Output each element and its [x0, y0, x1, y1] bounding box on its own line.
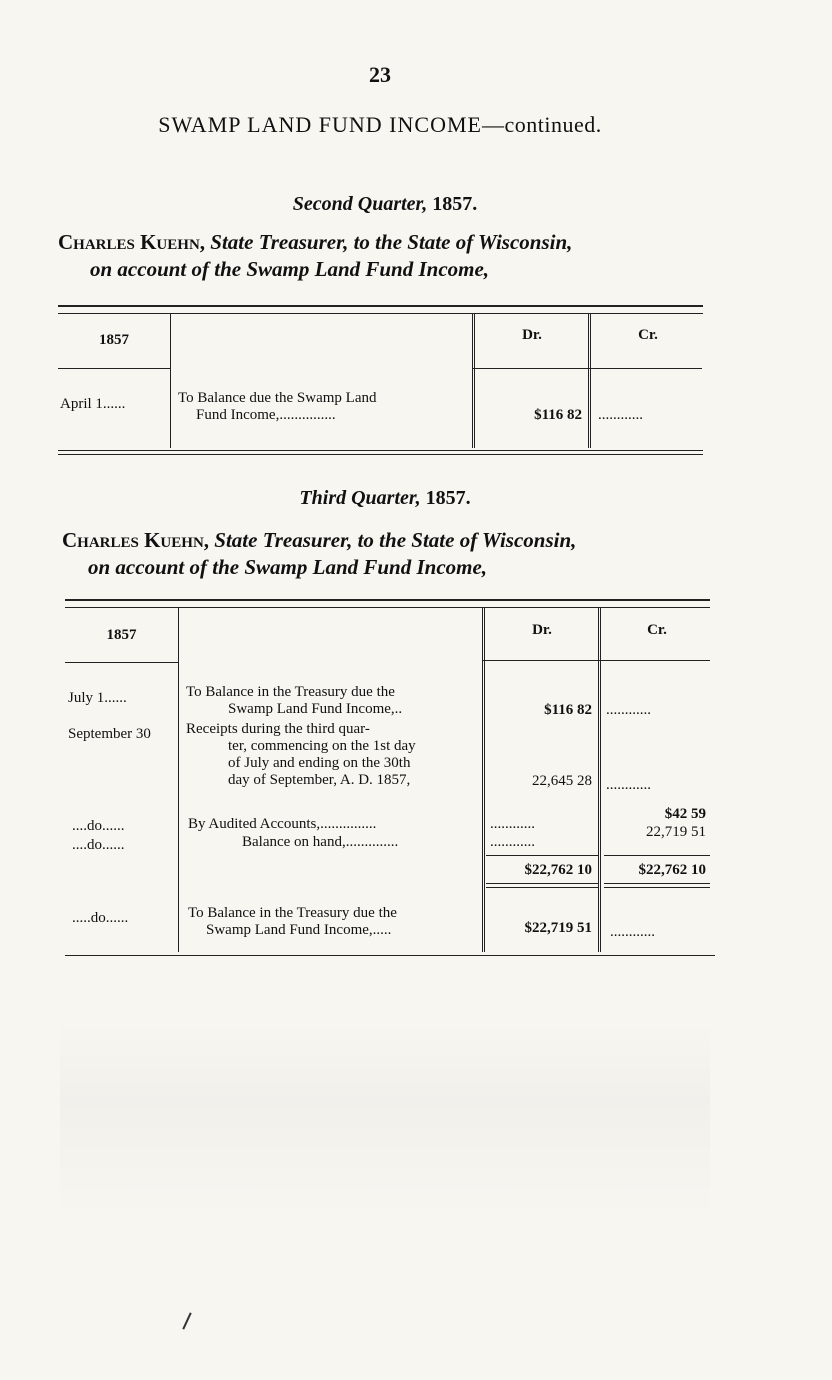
rule	[65, 662, 178, 663]
rule	[604, 855, 710, 856]
row-cr-amount: ............	[598, 407, 643, 423]
account-line-1: State Treasurer, to the State of Wisconsin,	[214, 528, 577, 552]
rule	[472, 368, 702, 369]
row-dr-amount: 22,645 28	[532, 773, 592, 789]
closing-dr-amount: $22,719 51	[524, 920, 592, 936]
rule	[58, 368, 170, 369]
column-header-cr: Cr.	[647, 622, 667, 638]
third-quarter-heading: Third Quarter, 1857.	[299, 487, 471, 509]
second-quarter-heading: Second Quarter, 1857.	[292, 193, 478, 215]
row-description: Balance on hand,..............	[242, 834, 399, 850]
column-divider	[170, 313, 171, 448]
row-date: ....do......	[72, 837, 125, 853]
rule	[486, 887, 598, 888]
rule	[58, 454, 703, 455]
rule	[604, 887, 710, 888]
page-title	[0, 112, 760, 138]
row-cr-amount: ............	[606, 702, 651, 718]
account-name: Charles Kuehn,	[58, 230, 206, 254]
bleed-through-mark	[60, 1020, 710, 1220]
column-header-year: 1857	[106, 627, 137, 643]
rule	[604, 883, 710, 884]
row-date: April 1......	[60, 396, 126, 412]
rule	[65, 955, 715, 956]
row-description: To Balance due the Swamp Land Fund Income,...............	[178, 390, 377, 423]
rule	[65, 607, 710, 608]
account-name: Charles Kuehn,	[62, 528, 210, 552]
row-description: Receipts during the third quar- ter, commencing on the 1st day of July and ending on the 30th day of September, A. D. 1857,	[186, 721, 416, 788]
row-date: ....do......	[72, 818, 125, 834]
title-main: SWAMP LAND FUND INCOME	[158, 112, 482, 137]
column-divider	[598, 607, 601, 952]
third-quarter-account	[62, 528, 576, 580]
rule	[482, 660, 710, 661]
row-description: To Balance in the Treasury due the Swamp Land Fund Income,.....	[188, 905, 397, 938]
rule	[486, 883, 598, 884]
rule	[58, 305, 703, 307]
second-quarter-account	[58, 230, 572, 282]
column-header-dr: Dr.	[522, 327, 542, 343]
title-suffix: —continued.	[481, 112, 602, 137]
rule	[58, 313, 703, 314]
row-dr-amount: $116 82	[544, 702, 592, 718]
column-divider	[482, 607, 485, 952]
column-header-cr: Cr.	[638, 327, 658, 343]
row-cr-amount: ............	[606, 777, 651, 793]
row-dr-amount: $116 82	[534, 407, 582, 423]
column-header-dr: Dr.	[532, 622, 552, 638]
row-dr-amount: ............	[490, 834, 535, 850]
stray-mark	[182, 1312, 191, 1329]
column-divider	[178, 607, 179, 952]
row-cr-amount: $42 59	[664, 806, 706, 822]
total-cr-amount: $22,762 10	[638, 862, 706, 878]
row-description: By Audited Accounts,...............	[188, 816, 377, 832]
account-line-2: on account of the Swamp Land Fund Income,	[88, 555, 488, 579]
column-divider	[472, 313, 475, 448]
row-cr-amount: 22,719 51	[646, 824, 706, 840]
rule	[65, 599, 710, 601]
page-number: 23	[369, 62, 391, 87]
total-dr-amount: $22,762 10	[524, 862, 592, 878]
account-line-2: on account of the Swamp Land Fund Income,	[90, 257, 490, 281]
column-divider	[588, 313, 591, 448]
account-line-1: State Treasurer, to the State of Wisconsin,	[210, 230, 573, 254]
rule	[486, 855, 598, 856]
row-date: .....do......	[72, 910, 129, 926]
row-dr-amount: ............	[490, 816, 535, 832]
closing-cr-amount: ............	[610, 924, 655, 940]
row-date: September 30	[68, 726, 151, 742]
row-date: July 1......	[68, 690, 127, 706]
rule	[58, 450, 703, 451]
row-description: To Balance in the Treasury due the Swamp Land Fund Income,..	[186, 684, 403, 717]
column-header-year: 1857	[99, 332, 129, 348]
